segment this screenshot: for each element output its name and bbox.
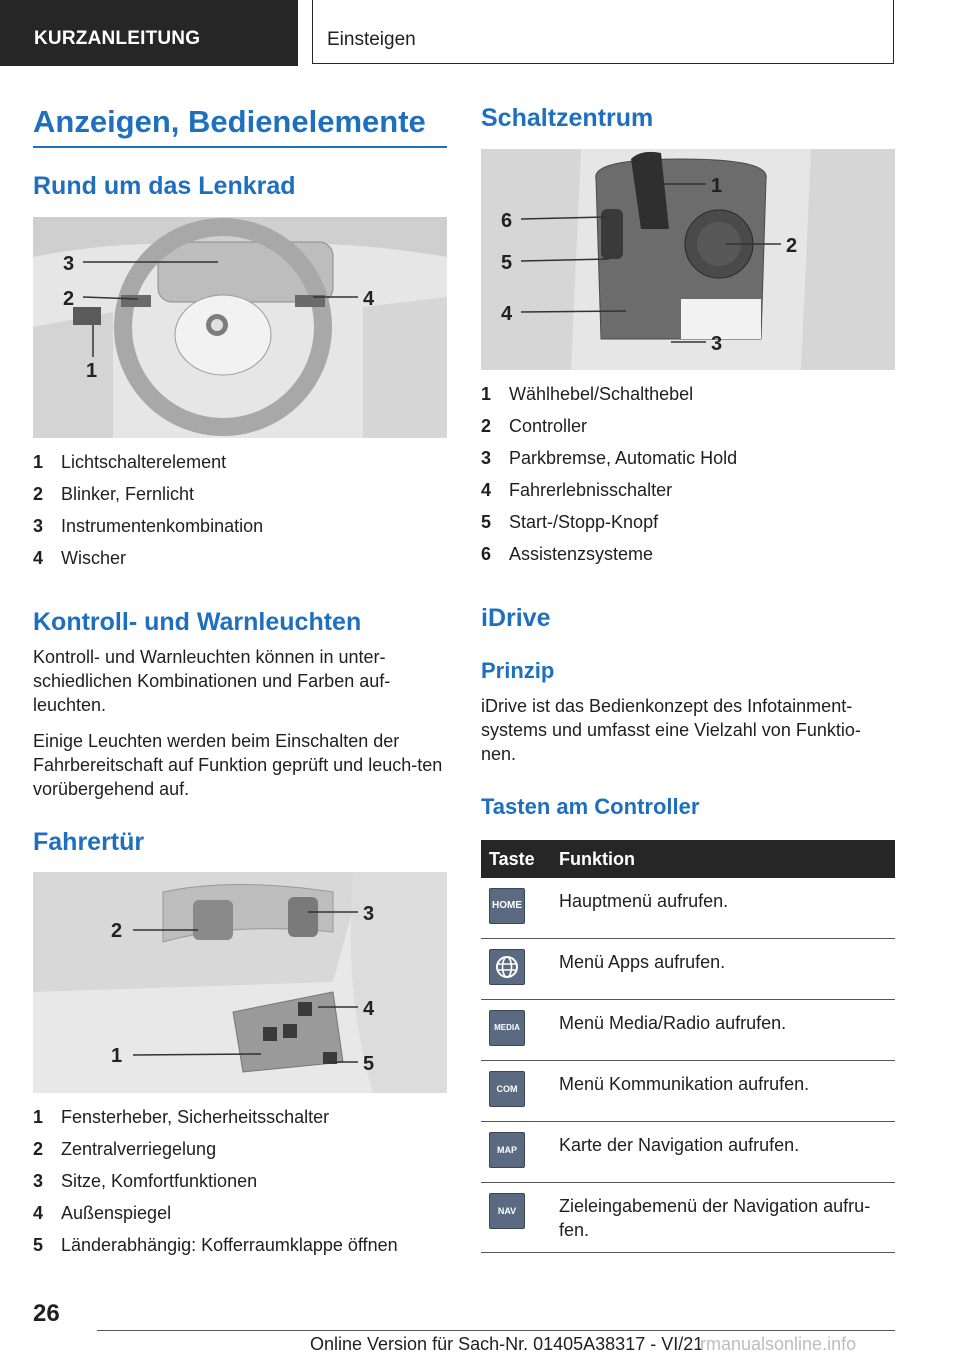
idrive-heading: iDrive	[481, 604, 551, 632]
svg-text:2: 2	[63, 288, 75, 310]
svg-text:6: 6	[501, 210, 513, 232]
globe-icon	[489, 949, 525, 985]
table-row	[481, 878, 895, 939]
controller-table-heading: Tasten am Controller	[481, 794, 700, 819]
legend-item: 2 Controller	[481, 416, 588, 436]
center-legend	[481, 378, 895, 570]
legend-item: 2 Blinker, Fernlicht	[33, 484, 195, 504]
warning-paragraph-1: Kontroll- und Warnleuchten können in unter-schiedlichen Kombinationen und Farben auf-leuchten.	[33, 647, 391, 715]
legend-item: 3 Instrumentenkombination	[33, 516, 264, 536]
function-text: Menü Apps aufrufen.	[551, 939, 895, 1000]
map-button-icon: MAP	[489, 1132, 525, 1168]
legend-item: 3 Parkbremse, Automatic Hold	[481, 448, 738, 468]
svg-text:2: 2	[786, 235, 798, 257]
footer-text: Online Version für Sach-Nr. 01405A38317 - VI/21	[310, 1334, 704, 1354]
svg-text:5: 5	[501, 252, 513, 274]
header-chapter-label: Einsteigen	[327, 29, 416, 50]
controller-buttons-table	[481, 840, 895, 1253]
legend-item: 5 Start-/Stopp-Knopf	[481, 512, 659, 532]
svg-text:3: 3	[363, 903, 375, 925]
legend-item: 4 Außenspiegel	[33, 1203, 172, 1223]
header-section-tab	[0, 0, 298, 66]
warning-paragraph-2: Einige Leuchten werden beim Einschalten der Fahrbereitschaft auf Funktion geprüft und leuch-ten vorübergehend auf.	[33, 731, 443, 799]
legend-item: 2 Zentralverriegelung	[33, 1139, 217, 1159]
idrive-subheading: Prinzip	[481, 658, 555, 683]
driver-door-image	[33, 872, 447, 1093]
legend-item: 1 Fensterheber, Sicherheitsschalter	[33, 1107, 330, 1127]
svg-text:3: 3	[63, 253, 75, 275]
page-number: 26	[33, 1300, 60, 1327]
svg-text:3: 3	[711, 333, 723, 355]
svg-text:4: 4	[363, 998, 375, 1020]
steering-legend	[33, 446, 447, 574]
nav-button-icon: NAV	[489, 1193, 525, 1229]
table-row	[481, 1122, 895, 1183]
function-text: Hauptmenü aufrufen.	[551, 878, 895, 939]
idrive-paragraph: iDrive ist das Bedienkonzept des Infotainment-systems und umfasst eine Vielzahl von Funktio-nen.	[481, 696, 861, 764]
svg-text:4: 4	[501, 303, 513, 325]
center-heading: Schaltzentrum	[481, 104, 654, 132]
steering-heading: Rund um das Lenkrad	[33, 172, 296, 200]
function-text: Menü Kommunikation aufrufen.	[551, 1061, 895, 1122]
table-row	[481, 939, 895, 1000]
warning-heading: Kontroll- und Warnleuchten	[33, 608, 362, 636]
footer-rule	[97, 1330, 895, 1331]
media-button-icon: MEDIA	[489, 1010, 525, 1046]
svg-text:1: 1	[111, 1045, 123, 1067]
watermark: rmanualsonline.info	[700, 1334, 857, 1354]
legend-item: 3 Sitze, Komfortfunktionen	[33, 1171, 258, 1191]
legend-item: 1 Lichtschalterelement	[33, 452, 227, 472]
center-console-image	[481, 149, 895, 370]
legend-item: 1 Wählhebel/Schalthebel	[481, 384, 694, 404]
legend-item: 5 Länderabhängig: Kofferraumklappe öffnen	[33, 1235, 398, 1255]
legend-item: 6 Assistenzsysteme	[481, 544, 654, 564]
column-header-function: Funktion	[551, 840, 895, 878]
steering-wheel-image	[33, 217, 447, 438]
table-row	[481, 1061, 895, 1122]
table-row	[481, 1000, 895, 1061]
svg-text:1: 1	[86, 360, 98, 382]
svg-text:1: 1	[711, 175, 723, 197]
door-legend	[33, 1101, 447, 1261]
function-text: Zieleingabemenü der Navigation aufru-fen.	[551, 1183, 895, 1253]
svg-text:2: 2	[111, 920, 123, 942]
legend-item: 4 Fahrerlebnisschalter	[481, 480, 673, 500]
header-chapter-tab	[312, 0, 894, 64]
com-button-icon: COM	[489, 1071, 525, 1107]
legend-item: 4 Wischer	[33, 548, 127, 568]
function-text: Menü Media/Radio aufrufen.	[551, 1000, 895, 1061]
page-title: Anzeigen, Bedienelemente	[33, 104, 426, 139]
home-button-icon: HOME	[489, 888, 525, 924]
function-text: Karte der Navigation aufrufen.	[551, 1122, 895, 1183]
table-header-row	[481, 840, 895, 878]
door-heading: Fahrertür	[33, 828, 145, 856]
svg-text:5: 5	[363, 1053, 375, 1075]
title-underline	[33, 146, 447, 148]
column-header-key: Taste	[481, 840, 551, 878]
header-section-label: KURZANLEITUNG	[34, 28, 201, 49]
svg-text:4: 4	[363, 288, 375, 310]
table-row	[481, 1183, 895, 1253]
